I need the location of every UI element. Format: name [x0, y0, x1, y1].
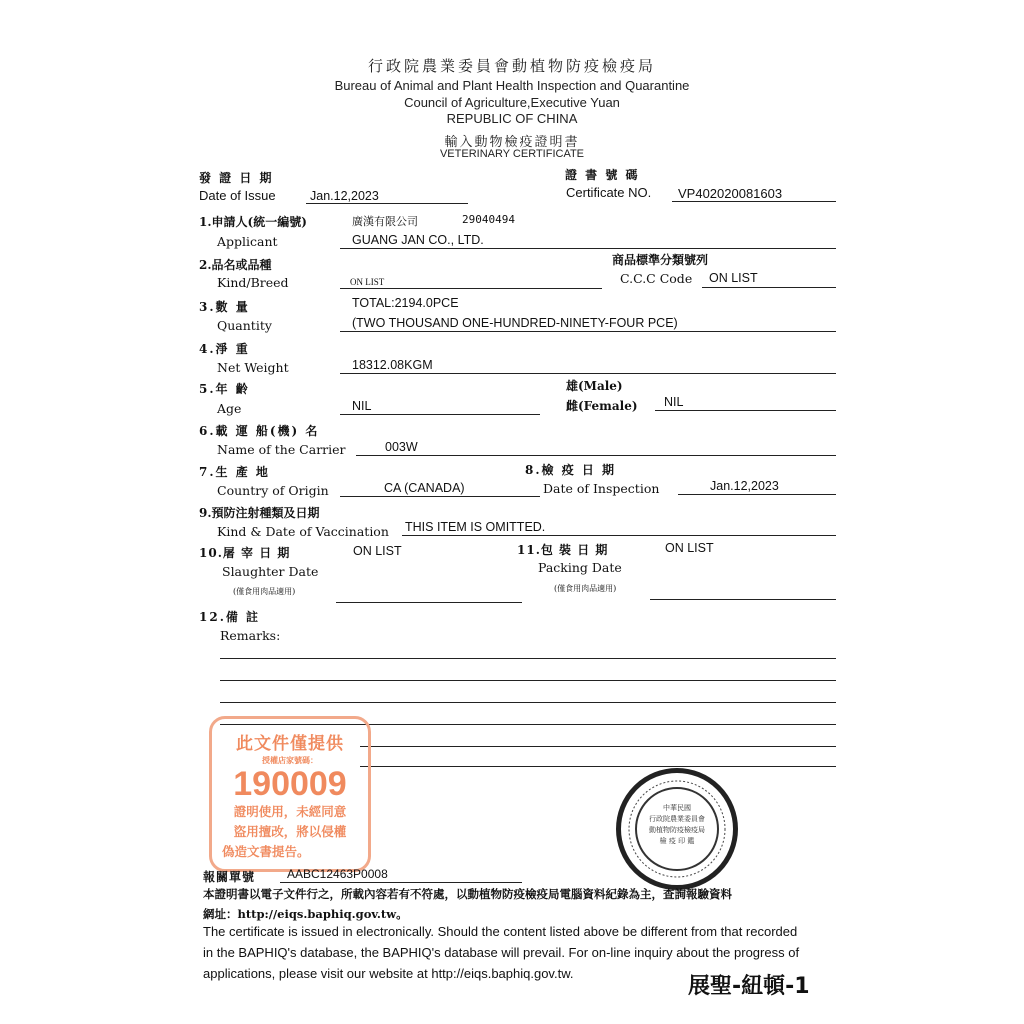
vaccination-value: THIS ITEM IS OMITTED. — [405, 520, 546, 534]
ccc-value: ON LIST — [709, 271, 758, 285]
quantity-value-words: (TWO THOUSAND ONE-HUNDRED-NINETY-FOUR PCE) — [352, 316, 678, 330]
carrier-value: 003W — [385, 440, 418, 454]
cert-no-label-zh: 證 書 號 碼 — [565, 168, 640, 182]
cert-no-value: VP402020081603 — [678, 186, 783, 201]
seal-line1: 中華民國 — [663, 804, 691, 812]
quantity-value: TOTAL:2194.0PCE — [352, 296, 459, 310]
country-title: REPUBLIC OF CHINA — [446, 111, 578, 126]
quantity-label-zh: 3.數 量 — [199, 300, 250, 314]
inspection-label-en: Date of Inspection — [543, 481, 660, 496]
applicant-label-zh: 1.申請人(統一編號) — [199, 215, 307, 229]
slaughter-note: (僅食用肉品適用) — [233, 587, 296, 596]
sex-value: NIL — [664, 395, 684, 409]
cert-no-label-en: Certificate NO. — [566, 185, 652, 200]
male-label: 雄(Male) — [566, 379, 623, 393]
applicant-value-en: GUANG JAN CO., LTD. — [352, 233, 484, 247]
issue-label-en: Date of Issue — [199, 188, 276, 203]
inspection-label-zh: 8.檢 疫 日 期 — [525, 463, 617, 477]
seal-line2: 行政院農業委員會 — [649, 815, 705, 823]
origin-value: CA (CANADA) — [384, 481, 465, 495]
inspection-value: Jan.12,2023 — [710, 479, 779, 493]
agency-title-zh: 行政院農業委員會動植物防疫檢疫局 — [367, 57, 656, 75]
seal-line4: 檢 疫 印 鑑 — [659, 837, 695, 845]
packing-label-zh: 11.包 裝 日 期 — [517, 543, 609, 557]
vaccination-label-en: Kind & Date of Vaccination — [217, 524, 389, 539]
vaccination-label-zh: 9.預防注射種類及日期 — [199, 506, 320, 520]
ccc-label-zh: 商品標準分類號列 — [612, 253, 709, 267]
cert-title-zh: 輸入動物檢疫證明書 — [444, 135, 580, 150]
kind-value: ON LIST — [350, 277, 385, 287]
kind-label-en: Kind/Breed — [217, 275, 289, 290]
declaration-value: AABC12463P0008 — [287, 867, 388, 881]
council-title: Council of Agriculture,Executive Yuan — [404, 95, 620, 110]
footer-en-line1: The certificate is issued in electronically. Should the content listed above be different from that recorded — [203, 924, 798, 939]
weight-label-zh: 4.淨 重 — [199, 342, 250, 356]
ccc-label-en: C.C.C Code — [620, 271, 693, 286]
stamp-number: 190009 — [233, 765, 347, 803]
kind-label-zh: 2.品名或品種 — [199, 258, 272, 272]
weight-value: 18312.08KGM — [352, 358, 433, 372]
stamp-line2: 授權店家號碼： — [262, 756, 318, 765]
stamp-line4: 盜用擅改，將以侵權 — [233, 824, 347, 839]
remarks-label-zh: 12.備 註 — [199, 610, 261, 624]
footer-en-line3: applications, please visit our website at http://eiqs.baphiq.gov.tw. — [203, 966, 574, 981]
quantity-label-en: Quantity — [217, 318, 272, 333]
issue-date-value: Jan.12,2023 — [310, 189, 379, 203]
footer-en-line2: in the BAPHIQ's database, the BAPHIQ's database will prevail. For on-line inquiry about the progress of — [203, 945, 800, 960]
carrier-label-zh: 6.載 運 船(機) 名 — [199, 424, 320, 438]
footer-zh-line2: 網址：http://eiqs.baphiq.gov.tw。 — [203, 907, 408, 921]
female-label: 雌(Female) — [566, 399, 638, 413]
issue-label-zh: 發 證 日 期 — [199, 171, 274, 185]
cert-title-en: VETERINARY CERTIFICATE — [439, 148, 585, 160]
packing-note: (僅食用肉品適用) — [554, 584, 617, 593]
weight-label-en: Net Weight — [217, 360, 289, 375]
slaughter-value: ON LIST — [353, 544, 402, 558]
origin-label-en: Country of Origin — [217, 483, 329, 498]
stamp-line3: 證明使用，未經同意 — [233, 804, 347, 819]
footer-zh-line1: 本證明書以電子文件行之，所載內容若有不符處，以動植物防疫檢疫局電腦資料紀錄為主，查詢報驗資料 — [203, 887, 732, 901]
age-value: NIL — [352, 399, 372, 413]
remarks-label-en: Remarks: — [220, 628, 281, 643]
seal-line3: 動植物防疫檢疫局 — [649, 826, 705, 834]
origin-label-zh: 7.生 產 地 — [199, 465, 270, 479]
stamp-line1: 此文件僅提供 — [236, 734, 344, 754]
packing-value: ON LIST — [665, 541, 714, 555]
authorization-stamp — [209, 716, 371, 872]
slaughter-label-en: Slaughter Date — [222, 564, 319, 579]
applicant-id-value: 29040494 — [462, 213, 515, 226]
applicant-value-zh: 廣漢有限公司 — [352, 215, 418, 228]
stamp-line5: 偽造文書提告。 — [222, 844, 310, 859]
applicant-label-en: Applicant — [217, 234, 278, 249]
age-label-zh: 5.年 齡 — [199, 382, 250, 396]
packing-label-en: Packing Date — [538, 560, 622, 575]
agency-title-en: Bureau of Animal and Plant Health Inspection and Quarantine — [334, 78, 690, 93]
declaration-label: 報關單號 — [203, 870, 256, 884]
official-seal — [616, 768, 738, 890]
watermark-label: 展聖-紐頓-1 — [688, 974, 810, 999]
age-label-en: Age — [217, 401, 242, 416]
slaughter-label-zh: 10.屠 宰 日 期 — [199, 546, 291, 560]
carrier-label-en: Name of the Carrier — [217, 442, 346, 457]
